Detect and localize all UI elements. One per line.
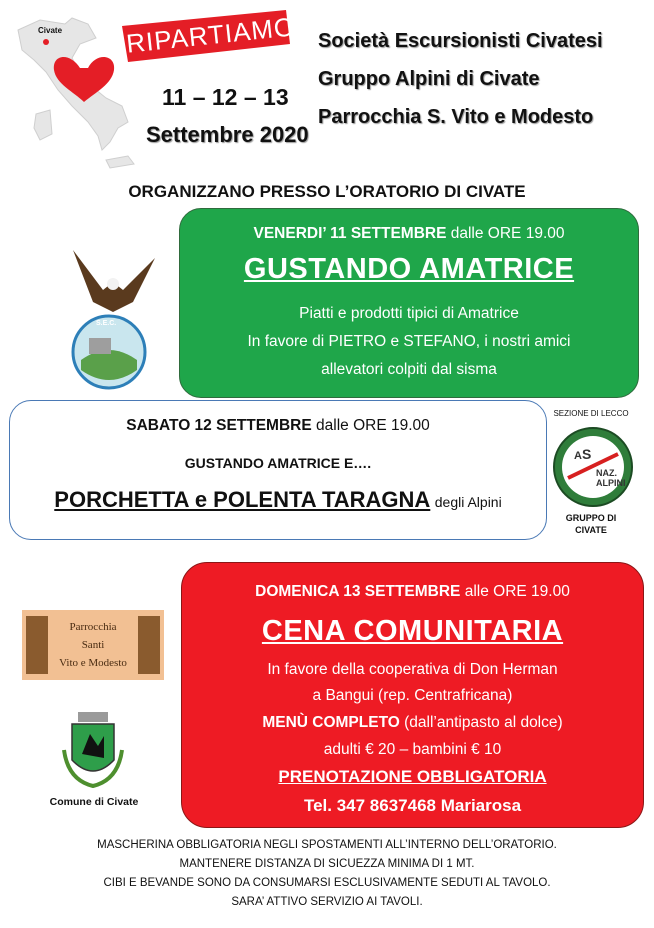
event-dates: 11 – 12 – 13	[162, 84, 289, 110]
sunday-menu-detail: (dall’antipasto al dolce)	[404, 714, 563, 731]
friday-title: GUSTANDO AMATRICE	[243, 253, 575, 285]
intro-heading: ORGANIZZANO PRESSO L’ORATORIO DI CIVATE	[128, 182, 526, 201]
sunday-phone: Tel. 347 8637468 Mariarosa	[303, 796, 522, 815]
saturday-title-suffix: degli Alpini	[434, 494, 502, 510]
sunday-menu: MENÙ COMPLETO	[262, 714, 400, 731]
ana-alpini: ALPINI	[596, 478, 626, 488]
sunday-line-1: In favore della cooperativa di Don Herman	[267, 661, 558, 678]
parish-logo	[22, 610, 164, 680]
ana-group-label	[541, 512, 641, 536]
footer-notes	[0, 836, 654, 912]
ana-naz: NAZ.	[596, 468, 617, 478]
map-label: Civate	[38, 26, 63, 35]
organizer-1: Società Escursionisti Civatesi	[318, 30, 603, 52]
banner-text: RIPARTIAMO	[124, 11, 297, 59]
ana-alpini-logo-icon	[552, 426, 634, 508]
parish-line-1: Parrocchia	[69, 621, 117, 633]
comune-label: Comune di Civate	[49, 796, 139, 808]
parish-line-3: Vito e Modesto	[59, 657, 127, 669]
organizers-list	[318, 22, 648, 136]
friday-line-2: In favore di PIETRO e STEFANO, i nostri amici	[247, 333, 571, 350]
friday-line-1: Piatti e prodotti tipici di Amatrice	[299, 305, 519, 322]
ana-badge-letters: AS	[574, 446, 592, 462]
organizer-2: Gruppo Alpini di Civate	[318, 68, 540, 90]
sunday-line-2: a Bangui (rep. Centrafricana)	[312, 687, 513, 704]
sec-eagle-logo-icon	[63, 240, 163, 390]
footer-line-1: MASCHERINA OBBLIGATORIA NEGLI SPOSTAMENTI ALL’INTERNO DELL’ORATORIO.	[97, 839, 557, 851]
saturday-event-box	[9, 400, 547, 540]
parish-line-2: Santi	[81, 639, 105, 651]
footer-line-4: SARA’ ATTIVO SERVIZIO AI TAVOLI.	[231, 896, 423, 908]
friday-event-box	[179, 208, 639, 398]
organizer-3: Parrocchia S. Vito e Modesto	[318, 106, 594, 128]
saturday-time: dalle ORE 19.00	[316, 417, 430, 434]
sunday-day-line	[182, 583, 643, 601]
sunday-title: CENA COMUNITARIA	[261, 615, 564, 647]
ana-group-line1: GRUPPO DI	[565, 513, 617, 523]
parish-name	[48, 618, 138, 672]
footer-line-3: CIBI E BEVANDE SONO DA CONSUMARSI ESCLUSIVAMENTE SEDUTI AL TAVOLO.	[103, 877, 551, 889]
ana-section-label: SEZIONE DI LECCO	[553, 409, 629, 418]
friday-day-line	[180, 225, 638, 243]
friday-time: dalle ORE 19.00	[450, 225, 565, 242]
sunday-menu-line	[182, 714, 643, 732]
comune-coat-of-arms-icon	[58, 710, 128, 790]
ana-badge-text	[596, 468, 626, 488]
saturday-title: PORCHETTA e POLENTA TARAGNA	[54, 487, 431, 512]
event-month-year: Settembre 2020	[146, 122, 309, 147]
friday-day: VENERDI’ 11 SETTEMBRE	[253, 225, 447, 242]
sunday-day: DOMENICA 13 SETTEMBRE	[255, 583, 461, 600]
footer-line-2: MANTENERE DISTANZA DI SICUEZZA MINIMA DI 1 MT.	[179, 858, 475, 870]
saturday-subtitle: GUSTANDO AMATRICE E….	[184, 455, 372, 471]
sec-badge-text: S.E.C.	[96, 320, 117, 327]
saint-image-left-icon	[26, 616, 48, 674]
sunday-prices: adulti € 20 – bambini € 10	[323, 741, 502, 758]
saturday-day: SABATO 12 SETTEMBRE	[126, 417, 312, 434]
friday-line-3: allevatori colpiti dal sisma	[321, 361, 497, 378]
saint-image-right-icon	[138, 616, 160, 674]
sunday-time: alle ORE 19.00	[464, 583, 570, 600]
sunday-event-box	[181, 562, 644, 828]
sunday-booking: PRENOTAZIONE OBBLIGATORIA	[278, 767, 547, 786]
saturday-title-line	[10, 487, 546, 513]
saturday-day-line	[10, 417, 546, 435]
ana-group-line2: CIVATE	[575, 525, 607, 535]
